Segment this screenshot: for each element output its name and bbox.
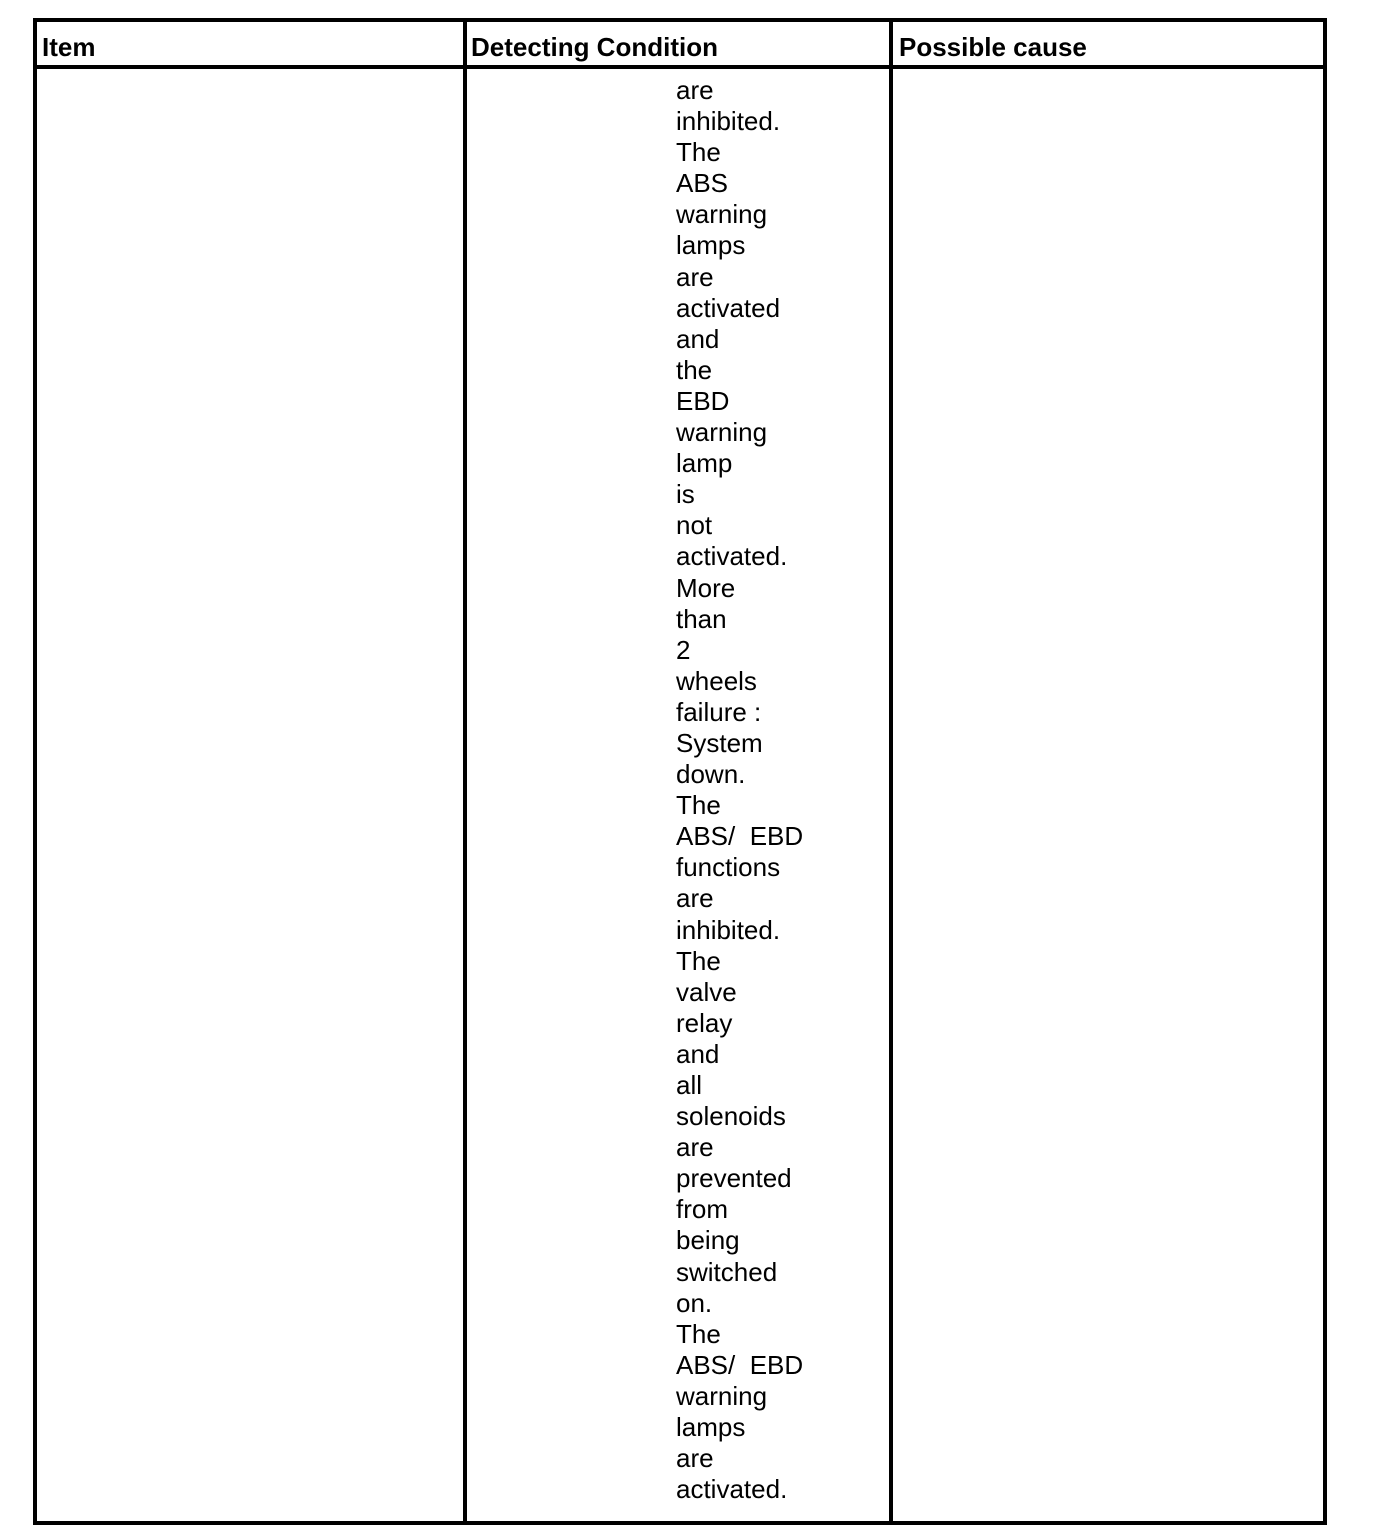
- condition-word: down.: [676, 759, 746, 790]
- condition-word: failure :: [676, 696, 762, 727]
- condition-word: functions: [676, 852, 781, 883]
- condition-word: ABS/ EBD: [676, 1349, 804, 1380]
- condition-word: not: [676, 510, 713, 541]
- condition-word: The: [676, 137, 721, 168]
- condition-word: The: [676, 790, 721, 821]
- condition-word: all: [676, 1070, 703, 1100]
- header-detecting-condition: Detecting Condition: [471, 32, 718, 62]
- condition-word: are: [676, 1443, 714, 1474]
- condition-word: activated: [676, 292, 781, 323]
- condition-word: ABS/ EBD: [676, 821, 804, 852]
- condition-word: and: [676, 323, 720, 354]
- header-item: Item: [42, 32, 96, 62]
- condition-word: EBD: [676, 385, 730, 416]
- condition-word: lamp: [676, 448, 733, 479]
- condition-word: More: [676, 572, 736, 603]
- condition-word: The: [676, 945, 721, 976]
- condition-word: prevented: [676, 1163, 792, 1194]
- condition-word: 2: [676, 634, 691, 665]
- condition-word: warning: [676, 417, 768, 448]
- condition-word: being: [676, 1225, 740, 1256]
- condition-word: activated.: [676, 1474, 788, 1505]
- column-divider-2: [889, 18, 893, 1525]
- condition-word: are: [676, 75, 714, 105]
- condition-word: inhibited.: [676, 914, 781, 945]
- condition-word: warning: [676, 1380, 768, 1411]
- condition-word: are: [676, 1132, 714, 1163]
- condition-word: are: [676, 261, 714, 292]
- condition-word: are: [676, 883, 714, 914]
- header-divider: [33, 65, 1327, 69]
- condition-word: on.: [676, 1287, 713, 1318]
- condition-word: from: [676, 1194, 728, 1225]
- condition-word: lamps: [676, 1412, 746, 1443]
- condition-word: relay: [676, 1007, 733, 1038]
- condition-word: activated.: [676, 541, 788, 572]
- condition-word: System: [676, 727, 763, 758]
- condition-word: ABS: [676, 168, 729, 199]
- condition-word: and: [676, 1038, 720, 1069]
- cell-detecting-condition: [676, 75, 803, 1505]
- condition-word: the: [676, 354, 713, 385]
- condition-word: lamps: [676, 230, 746, 261]
- condition-word: inhibited.: [676, 106, 781, 137]
- condition-word: is: [676, 479, 695, 510]
- condition-word: wheels: [676, 665, 757, 696]
- column-divider-1: [463, 18, 467, 1525]
- condition-word: than: [676, 603, 727, 634]
- condition-word: warning: [676, 199, 768, 230]
- condition-word: switched: [676, 1256, 778, 1287]
- condition-word: The: [676, 1318, 721, 1349]
- condition-word: valve: [676, 976, 737, 1007]
- header-possible-cause: Possible cause: [899, 32, 1087, 62]
- condition-word: solenoids: [676, 1101, 786, 1132]
